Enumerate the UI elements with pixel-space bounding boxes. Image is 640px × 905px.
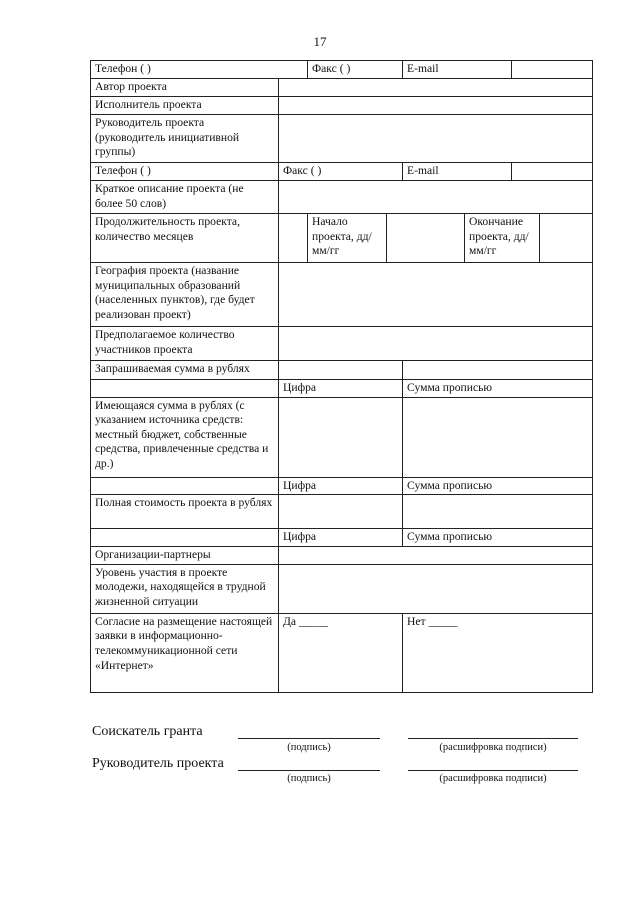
requested-captions-row (91, 380, 593, 398)
leader-signature-line[interactable] (238, 770, 380, 771)
phone-row-2 (91, 163, 593, 181)
available-label: Имеющаяся сумма в рублях (с указанием источника средств: местный бюджет, собственные средства, привлеченные средства и др.) (91, 397, 279, 477)
available-row (91, 397, 593, 477)
digits-caption: Цифра (279, 529, 403, 547)
youth-row (91, 564, 593, 613)
executor-field[interactable] (279, 97, 593, 115)
participants-field[interactable] (279, 327, 593, 361)
total-words-field[interactable] (403, 495, 593, 529)
author-label: Автор проекта (91, 79, 279, 97)
requested-words-field[interactable] (403, 361, 593, 380)
participants-label: Предполагаемое количество участников проекта (91, 327, 279, 361)
phone-label: Телефон ( ) (91, 61, 308, 79)
start-field[interactable] (387, 214, 465, 263)
total-label: Полная стоимость проекта в рублях (91, 495, 279, 529)
total-digits-field[interactable] (279, 495, 403, 529)
leader-row (91, 115, 593, 163)
start-label: Начало проекта, дд/мм/гг (308, 214, 387, 263)
participants-row (91, 327, 593, 361)
leader-label: Руководитель проекта (руководитель инициативной группы) (91, 115, 279, 163)
page-number: 17 (313, 34, 327, 49)
partners-label: Организации-партнеры (91, 546, 279, 564)
geography-row (91, 263, 593, 327)
applicant-signature-line[interactable] (238, 738, 380, 739)
geography-label: География проекта (название муниципальных образований (населенных пунктов), где будет реализован проект) (91, 263, 279, 327)
digits-caption: Цифра (279, 380, 403, 398)
executor-label: Исполнитель проекта (91, 97, 279, 115)
leader-decoding-line[interactable] (408, 770, 578, 771)
signature-caption: (подпись) (287, 742, 331, 753)
leader-field[interactable] (279, 115, 593, 163)
available-digits-field[interactable] (279, 397, 403, 477)
executor-row (91, 97, 593, 115)
description-field[interactable] (279, 181, 593, 214)
duration-field[interactable] (279, 214, 308, 263)
total-row (91, 495, 593, 529)
end-label: Окончание проекта, дд/мм/гг (465, 214, 540, 263)
duration-label: Продолжительность проекта, количество месяцев (91, 214, 279, 263)
duration-row (91, 214, 593, 263)
phone-label: Телефон ( ) (91, 163, 279, 181)
digits-caption: Цифра (279, 477, 403, 495)
email-field[interactable] (512, 61, 593, 79)
signature-caption: (подпись) (287, 773, 331, 784)
decoding-caption: (расшифровка подписи) (439, 773, 547, 784)
phone-row-1 (91, 61, 593, 79)
end-field[interactable] (540, 214, 593, 263)
available-words-field[interactable] (403, 397, 593, 477)
youth-field[interactable] (279, 564, 593, 613)
geography-field[interactable] (279, 263, 593, 327)
consent-row (91, 613, 593, 692)
requested-digits-field[interactable] (279, 361, 403, 380)
consent-no[interactable]: Нет _____ (403, 613, 593, 692)
description-row (91, 181, 593, 214)
application-form-table (90, 60, 593, 693)
applicant-decoding-line[interactable] (408, 738, 578, 739)
total-captions-row (91, 529, 593, 547)
email-label: E-mail (403, 61, 512, 79)
fax-label: Факс ( ) (279, 163, 403, 181)
words-caption: Сумма прописью (403, 380, 593, 398)
decoding-caption: (расшифровка подписи) (439, 742, 547, 753)
words-caption: Сумма прописью (403, 477, 593, 495)
fax-label: Факс ( ) (308, 61, 403, 79)
requested-row (91, 361, 593, 380)
leader-signature-label: Руководитель проекта (92, 756, 224, 771)
email-label: E-mail (403, 163, 512, 181)
youth-label: Уровень участия в проекте молодежи, находящейся в трудной жизненной ситуации (91, 564, 279, 613)
words-caption: Сумма прописью (403, 529, 593, 547)
requested-label: Запрашиваемая сумма в рублях (91, 361, 279, 380)
consent-label: Согласие на размещение настоящей заявки в информационно-телекоммуникационной сети «Интернет» (91, 613, 279, 692)
applicant-label: Соискатель гранта (92, 724, 203, 739)
author-row (91, 79, 593, 97)
description-label: Краткое описание проекта (не более 50 слов) (91, 181, 279, 214)
available-captions-row (91, 477, 593, 495)
email-field[interactable] (512, 163, 593, 181)
author-field[interactable] (279, 79, 593, 97)
partners-row (91, 546, 593, 564)
partners-field[interactable] (279, 546, 593, 564)
consent-yes[interactable]: Да _____ (279, 613, 403, 692)
